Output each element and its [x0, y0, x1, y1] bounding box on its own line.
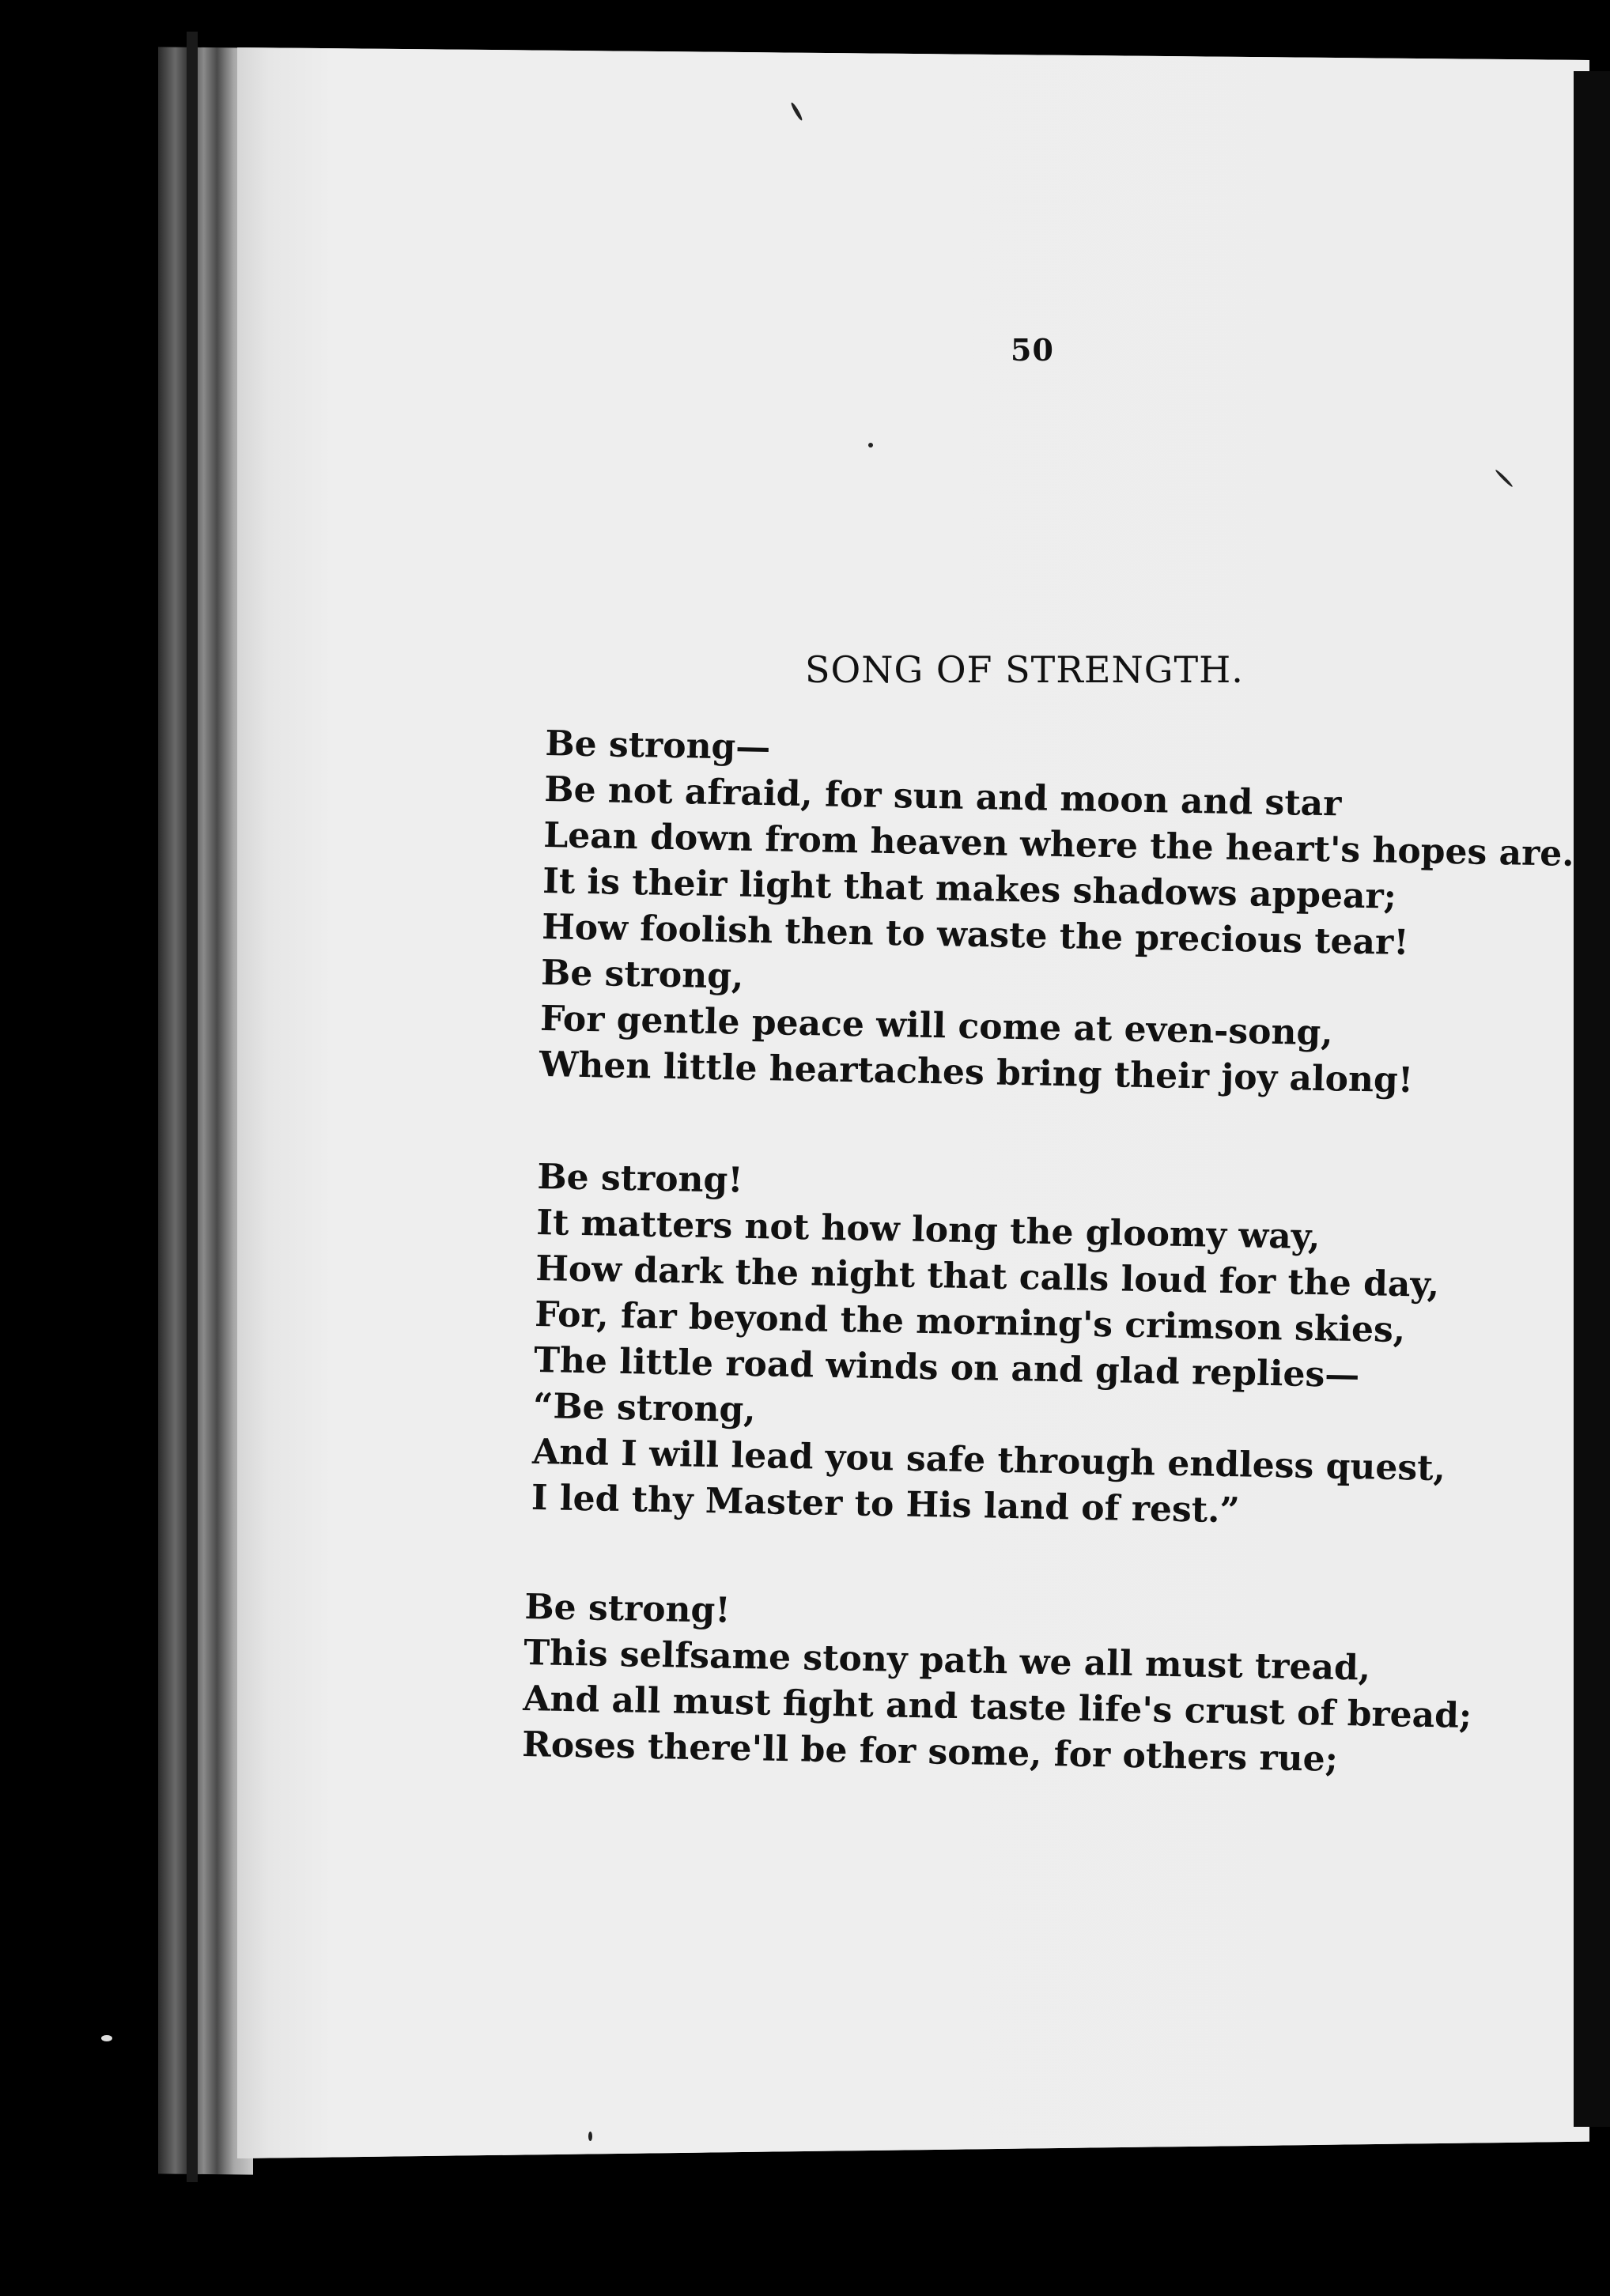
poem-line: The little road winds on and glad replies— [533, 1339, 1360, 1396]
stanza-1 [539, 721, 1576, 1107]
poem-title: SONG OF STRENGTH. [805, 648, 1244, 691]
stanza-3 [522, 1584, 1474, 1785]
poem-line: Be strong, [540, 952, 744, 997]
poem-line: How dark the night that calls loud for the day, [535, 1248, 1440, 1305]
poem-line: For, far beyond the morning's crimson skies, [534, 1293, 1406, 1351]
stanza-2 [531, 1154, 1450, 1538]
poem-line: For gentle peace will come at even-song, [539, 998, 1334, 1054]
page-number: 50 [1011, 332, 1054, 368]
poem-line: Be not afraid, for sun and moon and star [543, 768, 1342, 825]
poem-line: It is their light that makes shadows appear; [542, 860, 1397, 917]
poem-line: “Be strong, [532, 1385, 757, 1431]
first-line-rest: strong— [596, 724, 771, 768]
drop-cap-word: Be [545, 723, 598, 765]
poem-line: This selfsame stony path we all must tread, [523, 1632, 1371, 1689]
poem-line: It matters not how long the gloomy way, [535, 1202, 1321, 1258]
poem-line: Be strong! [537, 1156, 744, 1201]
poem-line: How foolish then to waste the precious tear! [541, 906, 1409, 964]
poem-line: When little heartaches bring their joy along! [539, 1044, 1414, 1101]
poem-line: Be strong! [524, 1586, 731, 1631]
poem-line: Roses there'll be for some, for others rue; [521, 1724, 1339, 1780]
poem-line: And I will lead you safe through endless quest, [531, 1431, 1446, 1490]
poem-line: And all must fight and taste life's crust of bread; [522, 1678, 1472, 1736]
poem-line: I led thy Master to His land of rest.” [531, 1477, 1241, 1531]
poem-line: Lean down from heaven where the heart's hopes are. [542, 814, 1575, 874]
